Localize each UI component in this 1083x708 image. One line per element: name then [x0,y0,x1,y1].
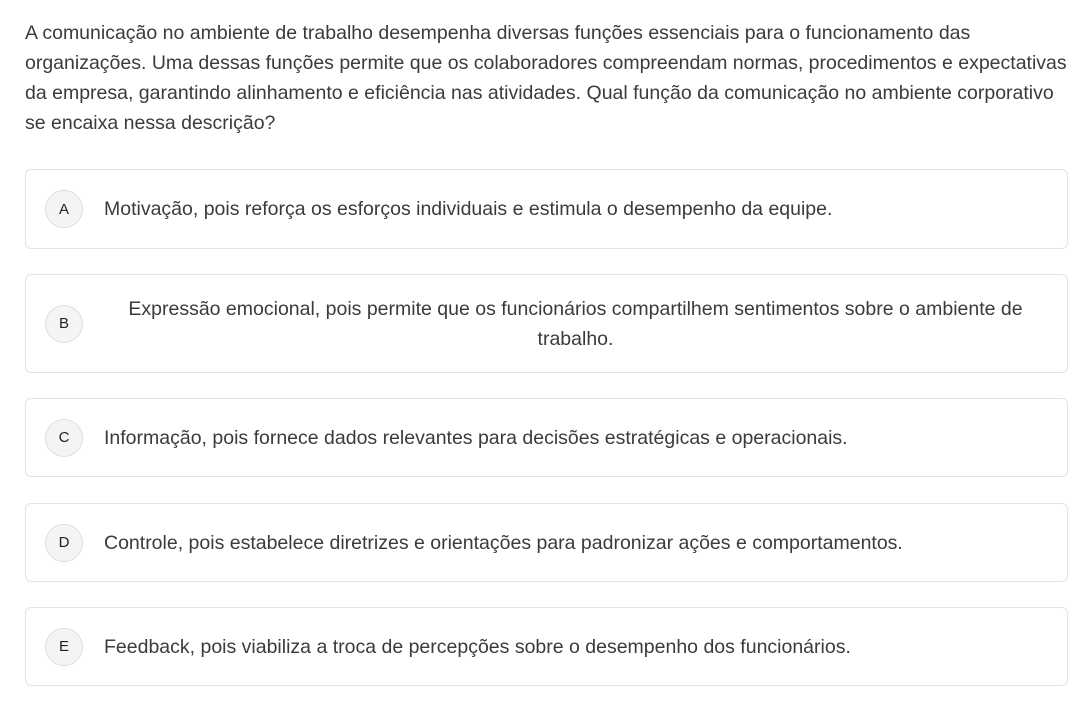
option-b[interactable] [25,274,1068,373]
option-text-c: Informação, pois fornece dados relevantes para decisões estratégicas e operacionais. [104,426,848,449]
option-letter-a: A [45,190,83,228]
option-text-e: Feedback, pois viabiliza a troca de percepções sobre o desempenho dos funcionários. [104,635,851,658]
option-letter-e: E [45,628,83,666]
question-text: A comunicação no ambiente de trabalho desempenha diversas funções essenciais para o funcionamento das organizações. Uma dessas funções permite que os colaboradores compreendam normas, procedimentos e expectativas da empresa, garantindo alinhamento e eficiência nas atividades. Qual função da comunicação no ambiente corporativo se encaixa nessa descrição? [25,22,1067,134]
option-text-d: Controle, pois estabelece diretrizes e orientações para padronizar ações e comportamentos. [104,531,903,554]
option-e[interactable] [25,607,1068,686]
option-letter-c: C [45,419,83,457]
option-letter-d: D [45,524,83,562]
option-a[interactable] [25,169,1068,249]
answer-options [25,169,1068,686]
option-d[interactable] [25,503,1068,582]
option-text-a: Motivação, pois reforça os esforços individuais e estimula o desempenho da equipe. [104,198,833,220]
option-text-b: Expressão emocional, pois permite que os funcionários compartilhem sentimentos sobre o ambiente de trabalho. [128,297,1023,350]
option-letter-b: B [45,305,83,343]
option-c[interactable] [25,398,1068,477]
